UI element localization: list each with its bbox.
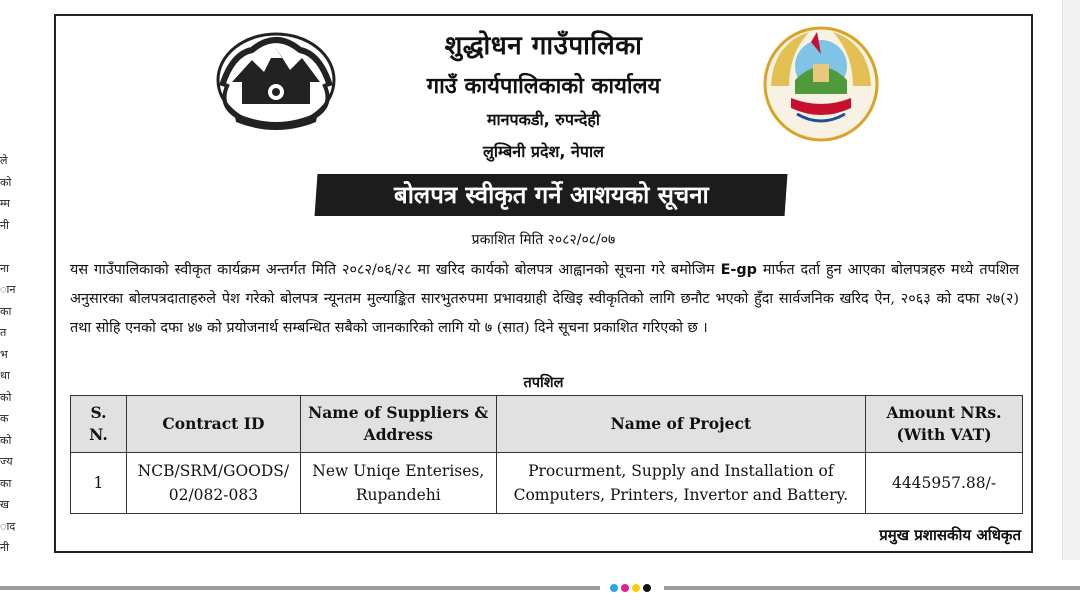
fragment-line: म्म <box>0 197 10 210</box>
dot-yellow <box>632 584 640 592</box>
fragment-line: को <box>0 433 12 447</box>
adjacent-column-fragment <box>0 150 20 559</box>
fragment-line: ना <box>0 261 9 275</box>
fragment-line: नी <box>0 218 9 232</box>
details-table <box>70 395 1023 514</box>
body-part-1: यस गाउँपालिकाको स्वीकृत कार्यक्रम अन्तर्गत मिति २०८२/०६/२८ मा खरिद कार्यको बोलपत्र आह्वानको सूचना गरे बमोजिम <box>70 262 721 278</box>
fragment-line: को <box>0 175 12 189</box>
notice-body <box>70 256 1019 343</box>
office-province: लुम्बिनी प्रदेश, नेपाल <box>482 142 604 161</box>
table-row <box>71 453 1023 514</box>
fragment-line: का <box>0 476 12 490</box>
adjacent-page-edge <box>1062 0 1080 560</box>
dot-magenta <box>621 584 629 592</box>
fragment-line: ले <box>0 154 8 167</box>
fragment-line: क <box>0 412 9 425</box>
fragment-line: ज्य <box>0 455 13 468</box>
fragment-line: नी <box>0 541 9 554</box>
published-date: प्रकाशित मिति २०८२/०८/०७ <box>471 232 616 248</box>
header-sn: S. N. <box>71 396 127 453</box>
signatory-title: प्रमुख प्रशासकीय अधिकृत <box>879 526 1021 544</box>
fragment-line: ाद <box>0 519 16 533</box>
header-amount: Amount NRs. (With VAT) <box>866 396 1023 453</box>
egp-label: E-gp <box>720 262 757 278</box>
color-dots <box>610 584 654 592</box>
notice-title: बोलपत्र स्वीकृत गर्ने आशयको सूचना <box>393 181 709 209</box>
fragment-line: ख <box>0 498 9 511</box>
fragment-line: को <box>0 390 12 404</box>
dot-cyan <box>610 584 618 592</box>
cell-project: Procurment, Supply and Installation of Computers, Printers, Invertor and Battery. <box>496 453 865 514</box>
fragment-line: का <box>0 304 12 318</box>
header-supplier: Name of Suppliers & Address <box>300 396 496 453</box>
notice-frame <box>54 14 1033 553</box>
bottom-rule-right <box>664 586 1080 590</box>
table-caption: तपशिल <box>523 375 564 391</box>
notice-title-banner <box>315 174 788 216</box>
fragment-line: भ <box>0 347 8 361</box>
office-name: गाउँ कार्यपालिकाको कार्यालय <box>426 74 661 99</box>
body-part-2: मार्फत दर्ता हुन आएका बोलपत्रहरु मध्ये तपशिल अनुसारका बोलपत्रदाताहरुले पेश गरेको बोलपत्र न्यूनतम मुल्याङ्कित सारभुतरुपमा प्रभावग्राही देखिइ स्वीकृतिको लागि छनौट भएको हुँदा सार्वजनिक खरिद ऐन, २०६३ को दफा २७(२) तथा सोहि एनको दफा ४७ को प्रयोजनार्थ सम्बन्धित सबैको जानकारिको लागि यो ७ (सात) दिने सूचना प्रकाशित गरिएको छ । <box>70 262 1019 336</box>
cell-sn: 1 <box>71 453 127 514</box>
cell-contract-id: NCB/SRM/GOODS/ 02/082-083 <box>126 453 300 514</box>
cell-supplier: New Uniqe Enterises, Rupandehi <box>300 453 496 514</box>
office-address: मानपकडी, रुपन्देही <box>486 110 601 129</box>
table-header-row <box>71 396 1023 453</box>
dot-black <box>643 584 651 592</box>
cell-amount: 4445957.88/- <box>866 453 1023 514</box>
fragment-line: ान <box>0 283 16 296</box>
fragment-line: था <box>0 369 10 382</box>
header-project: Name of Project <box>496 396 865 453</box>
bottom-rule-left <box>0 586 600 590</box>
fragment-line: त <box>0 326 7 339</box>
fragment-line <box>0 236 20 258</box>
municipality-name: शुद्धोधन गाउँपालिका <box>444 31 643 61</box>
header-contract-id: Contract ID <box>126 396 300 453</box>
